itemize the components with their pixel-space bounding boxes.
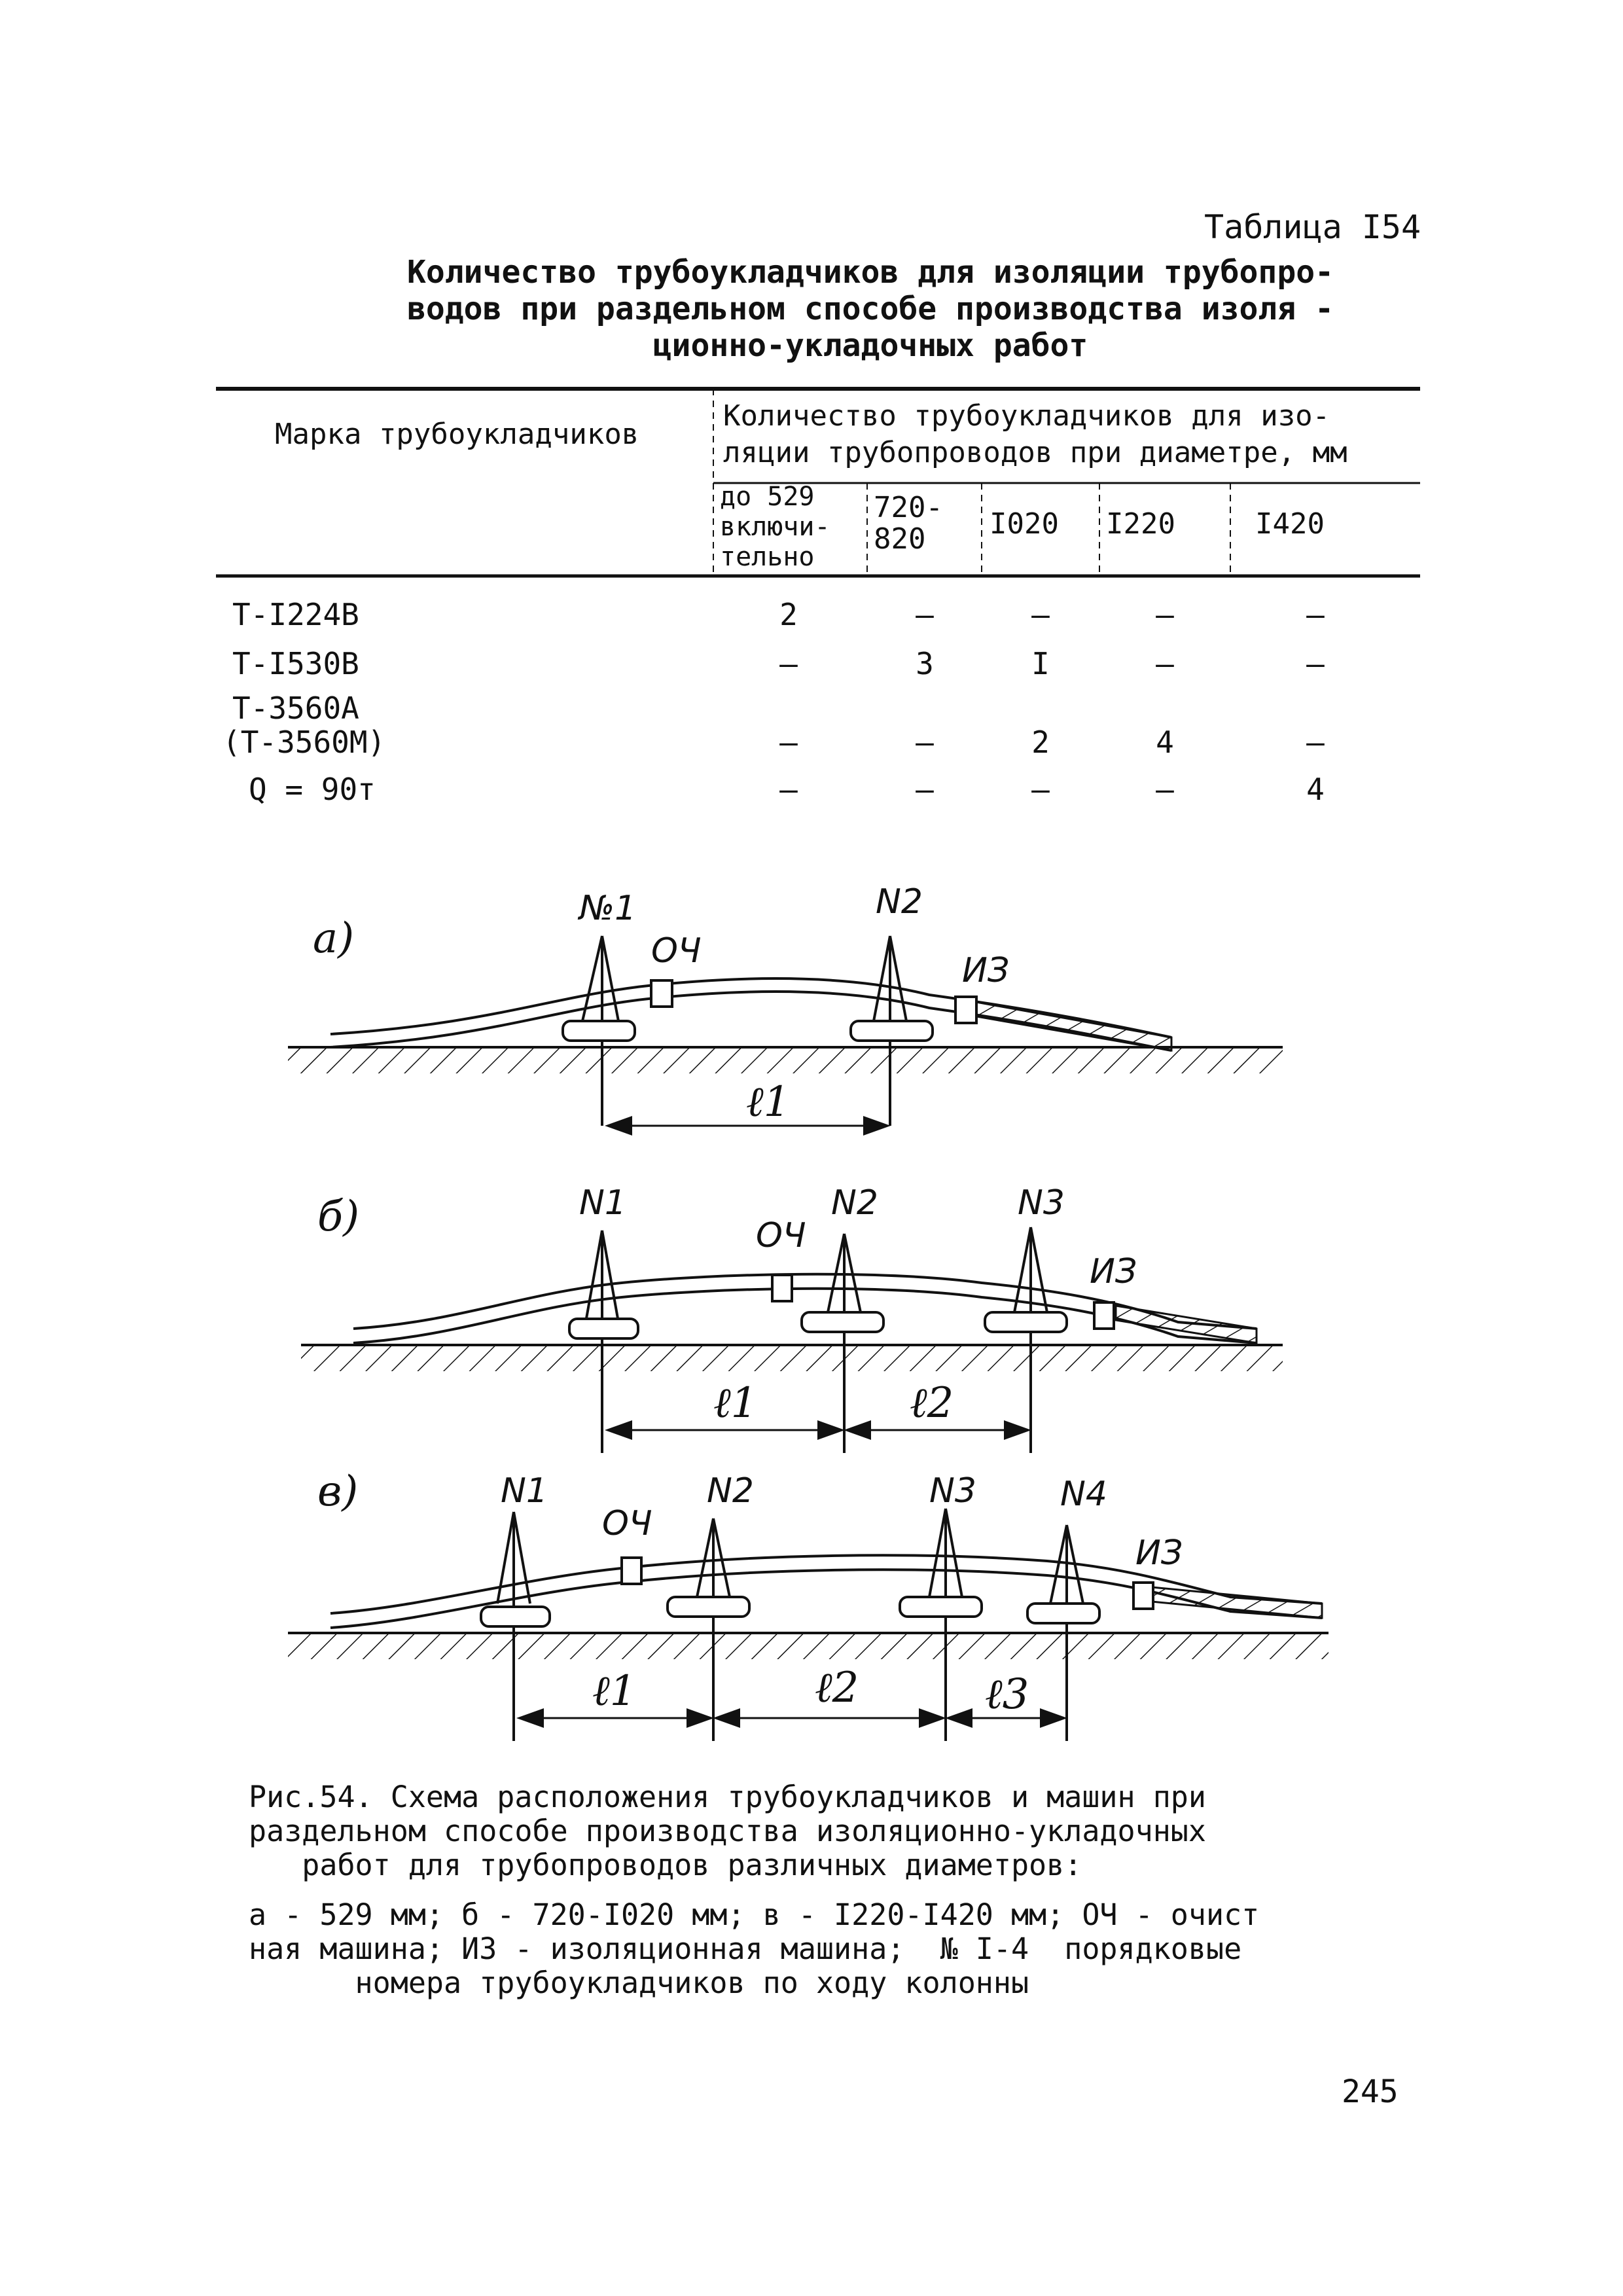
insulation-machine bbox=[955, 997, 976, 1023]
layer-label: N1 bbox=[579, 1183, 626, 1223]
table-cell: – bbox=[916, 725, 934, 760]
col-header-529: тельно bbox=[720, 542, 815, 572]
scheme-c-letter: в) bbox=[317, 1467, 359, 1516]
col-header-529: до 529 bbox=[720, 482, 815, 512]
cleaning-machine bbox=[622, 1558, 641, 1584]
cleaning-machine bbox=[772, 1275, 792, 1301]
span-label: ℓ2 bbox=[815, 1664, 859, 1712]
table-cell: 2 bbox=[779, 597, 798, 632]
table-cell: – bbox=[779, 725, 798, 760]
table-title-line: водов при раздельном способе производства изоля - bbox=[406, 291, 1334, 327]
table-cell: – bbox=[1031, 597, 1050, 632]
scheme-b-letter: б) bbox=[317, 1193, 360, 1241]
layer-label: N3 bbox=[1018, 1183, 1065, 1223]
pipelayer-track bbox=[802, 1312, 883, 1332]
span-label: ℓ2 bbox=[910, 1379, 954, 1427]
col-header-1420: I420 bbox=[1255, 507, 1325, 541]
table-cell: – bbox=[1306, 646, 1325, 681]
machine-label-insulation: ИЗ bbox=[1135, 1534, 1183, 1573]
span-label: ℓ1 bbox=[746, 1078, 791, 1126]
table-cell: – bbox=[1156, 646, 1174, 681]
machine-label-cleaning: ОЧ bbox=[651, 931, 702, 971]
table-cell: – bbox=[916, 597, 934, 632]
scheme-a-letter: а) bbox=[313, 914, 355, 963]
pipelayer-track bbox=[563, 1021, 635, 1041]
layer-label: N2 bbox=[876, 882, 923, 922]
table-cell: I bbox=[1031, 646, 1050, 681]
table-cell: 4 bbox=[1306, 772, 1325, 807]
layer-label: N1 bbox=[501, 1471, 548, 1511]
pipelayer-boom bbox=[697, 1518, 730, 1741]
pipelayer-track bbox=[851, 1021, 933, 1041]
pipelayer-track bbox=[668, 1597, 749, 1617]
pipelayer-track bbox=[569, 1319, 638, 1338]
span-label: ℓ1 bbox=[592, 1667, 637, 1715]
cleaning-machine bbox=[651, 980, 672, 1007]
table-title-line: ционно-укладочных работ bbox=[652, 327, 1088, 364]
legend-line: а - 529 мм; б - 720-I020 мм; в - I220-I420 мм; ОЧ - очист bbox=[249, 1897, 1260, 1932]
table-cell: – bbox=[1156, 597, 1174, 632]
scheme-b bbox=[301, 1183, 1283, 1453]
insulation-machine bbox=[1094, 1302, 1114, 1329]
table-cell: – bbox=[1156, 772, 1174, 807]
machine-label-cleaning: ОЧ bbox=[602, 1504, 652, 1543]
row-brand: Q = 90т bbox=[249, 772, 376, 807]
machine-label-insulation: ИЗ bbox=[1090, 1252, 1137, 1291]
layer-label: N2 bbox=[707, 1471, 754, 1511]
col-header-brand: Марка трубоукладчиков bbox=[275, 418, 639, 451]
layer-label: №1 bbox=[579, 889, 637, 928]
insulation-machine bbox=[1133, 1583, 1153, 1609]
page-number: 245 bbox=[1342, 2073, 1399, 2110]
layer-label: N3 bbox=[929, 1471, 976, 1511]
row-brand: Т-I224В bbox=[232, 597, 359, 632]
table-cell: 3 bbox=[916, 646, 934, 681]
group-header-line: Количество трубоукладчиков для изо- bbox=[723, 399, 1330, 433]
ground-hatch bbox=[301, 1346, 1283, 1371]
pipelayer-track bbox=[481, 1607, 550, 1626]
col-header-1020: I020 bbox=[990, 507, 1059, 541]
figure-legend bbox=[249, 1898, 1427, 2000]
pipelayer-track bbox=[900, 1597, 982, 1617]
figure-caption-line: Рис.54. Схема расположения трубоукладчиков и машин при bbox=[249, 1780, 1206, 1814]
col-header-720-820: 720- bbox=[874, 491, 943, 524]
layer-label: N2 bbox=[831, 1183, 878, 1223]
row-brand: Т-3560А bbox=[232, 691, 359, 726]
machine-label-cleaning: ОЧ bbox=[756, 1216, 806, 1255]
col-header-720-820: 820 bbox=[874, 522, 926, 556]
table-title-line: Количество трубоукладчиков для изоляции трубопро- bbox=[406, 254, 1334, 291]
ground-hatch bbox=[288, 1634, 1329, 1659]
insulated-pipe bbox=[1152, 1587, 1322, 1618]
legend-line: ная машина; ИЗ - изоляционная машина; № I-4 порядковые bbox=[249, 1931, 1242, 1966]
group-header-line: ляции трубопроводов при диаметре, мм bbox=[723, 436, 1347, 469]
pipelayer-boom bbox=[586, 1230, 618, 1453]
pipelayer-boom bbox=[828, 1234, 861, 1453]
pipelayer-track bbox=[985, 1312, 1067, 1332]
figure-caption-line: работ для трубопроводов различных диаметров: bbox=[249, 1848, 1082, 1882]
span-label: ℓ3 bbox=[985, 1670, 1029, 1719]
table-cell: – bbox=[1306, 597, 1325, 632]
table-cell: 2 bbox=[1031, 725, 1050, 760]
col-header-1220: I220 bbox=[1106, 507, 1175, 541]
row-brand: Т-I530В bbox=[232, 646, 359, 681]
table-cell: 4 bbox=[1156, 725, 1174, 760]
legend-line: номера трубоукладчиков по ходу колонны bbox=[249, 1965, 1029, 2000]
pipelayer-boom bbox=[1014, 1227, 1047, 1453]
table-cell: – bbox=[779, 772, 798, 807]
scheme-a bbox=[288, 882, 1283, 1126]
pipelayer-track bbox=[1027, 1604, 1099, 1623]
insulated-pipe bbox=[965, 1000, 1171, 1050]
row-brand: (Т-3560М) bbox=[223, 725, 386, 760]
figure-caption-line: раздельном способе производства изоляционно-укладочных bbox=[249, 1814, 1206, 1848]
span-label: ℓ1 bbox=[713, 1379, 758, 1427]
table-cell: – bbox=[779, 646, 798, 681]
scheme-c bbox=[288, 1467, 1329, 1741]
table-number: Таблица I54 bbox=[1204, 208, 1421, 246]
table-cell: – bbox=[1306, 725, 1325, 760]
machine-label-insulation: ИЗ bbox=[962, 951, 1010, 990]
pipelayer-boom bbox=[929, 1509, 962, 1741]
layer-label: N4 bbox=[1060, 1475, 1107, 1514]
col-header-529: включи- bbox=[720, 512, 830, 542]
ground-hatch bbox=[288, 1049, 1283, 1073]
table-cell: – bbox=[1031, 772, 1050, 807]
figure-caption bbox=[249, 1780, 1387, 1882]
table-cell: – bbox=[916, 772, 934, 807]
